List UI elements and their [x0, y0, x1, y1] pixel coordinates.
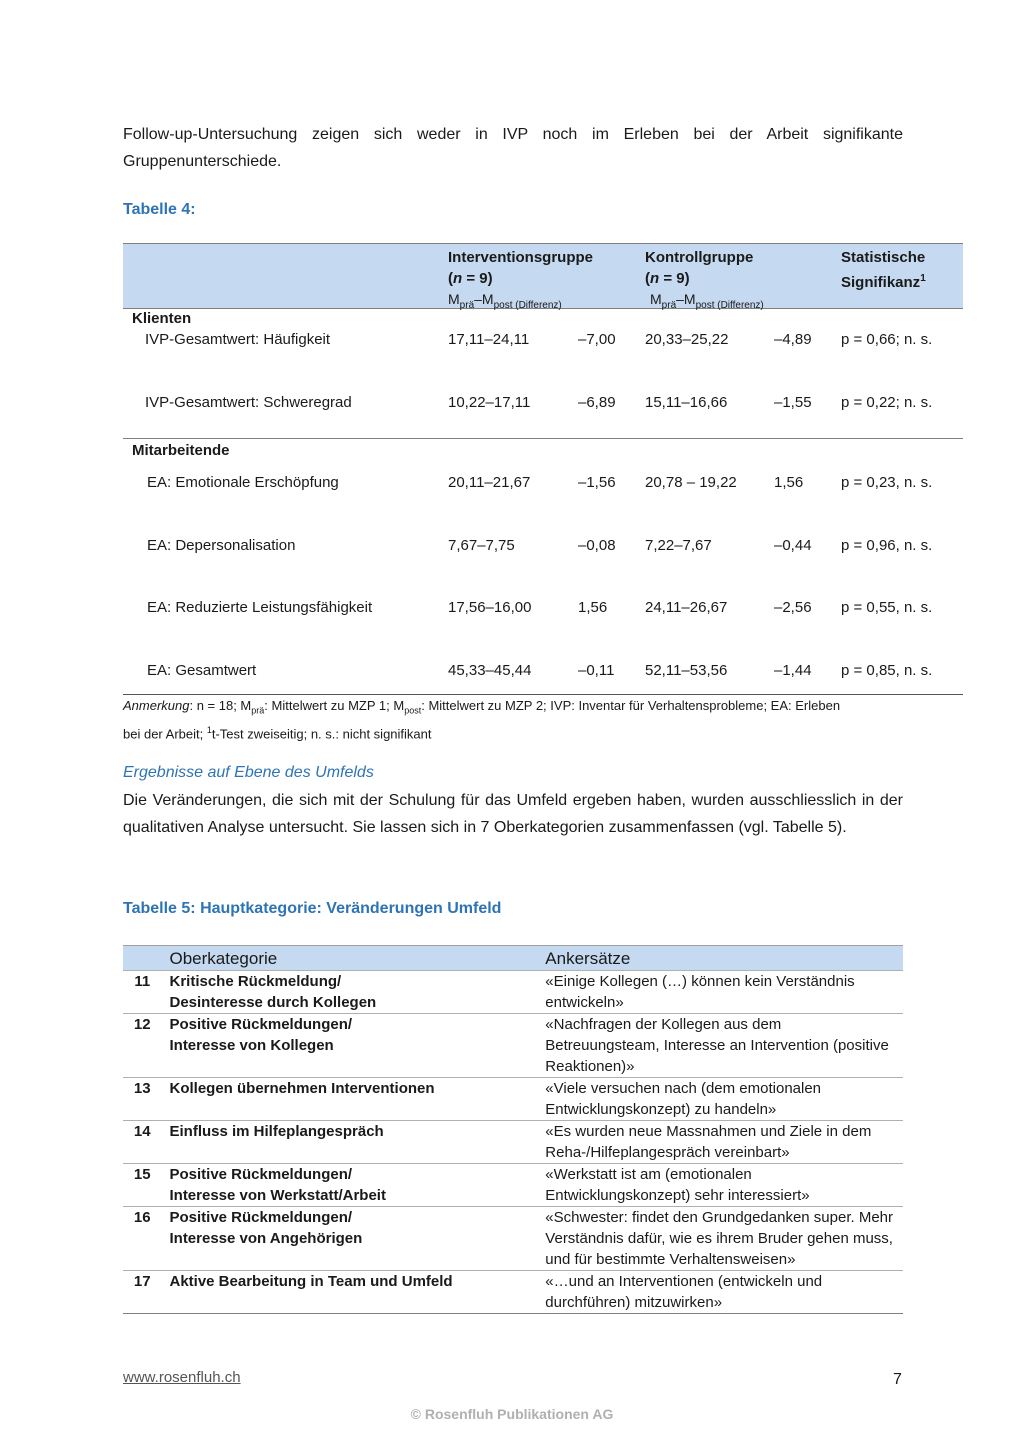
table-row: 15 Positive Rückmeldungen/ Interesse von Werkstatt/Arbeit «Werkstatt ist am (emotionalen Entwicklungskonzept) sehr interessiert» — [123, 1164, 903, 1207]
table-row: 11 Kritische Rückmeldung/ Desinteresse durch Kollegen «Einige Kollegen (…) können kein Verständnis entwickeln» — [123, 971, 903, 1014]
table4-bottom-rule — [123, 694, 963, 695]
section-klienten: Klienten — [132, 310, 192, 327]
header-kontrollgruppe: Kontrollgruppe (n = 9) $M_{prä}-M_{post (Differenz)}$ — [645, 247, 764, 316]
table4-title: Tabelle 4: — [123, 201, 196, 218]
table-row: EA: Reduzierte Leistungsfähigkeit 17,56–16,00 1,56 24,11–26,67 –2,56 p = 0,55, n. s. — [147, 599, 933, 616]
table-row: EA: Depersonalisation 7,67–7,75 –0,08 7,22–7,67 –0,44 p = 0,96, n. s. — [147, 537, 933, 554]
table4-separator — [123, 438, 963, 439]
table-row: 16 Positive Rückmeldungen/ Interesse von Angehörigen «Schwester: findet den Grundgedanken super. Mehr Verständnis dafür, wie es ihrem Bruder gehen muss, und für bestimmte Verhaltensweisen» — [123, 1207, 903, 1271]
table5-title: Tabelle 5: Hauptkategorie: Veränderungen Umfeld — [123, 900, 502, 917]
table-row: IVP-Gesamtwert: Schweregrad 10,22–17,11 –6,89 15,11–16,66 –1,55 p = 0,22; n. s. — [145, 394, 933, 411]
header-kontroll-mean-label: $M_{prä}-M_{post (Differenz)}$ — [650, 291, 764, 311]
table4-note: Anmerkung: n = 18; $M_{prä}$: Mittelwert zu MZP 1; $M_{post}$: Mittelwert zu MZP 2; IVP: Inventar für Verhaltensprobleme; EA: Erleben bei der Arbeit; $^1$t-Test zweiseitig; n. s.: nicht signifikant — [123, 698, 841, 741]
col-ankersaetze: Ankersätze — [537, 946, 903, 971]
table-row: 14 Einfluss im Hilfeplangespräch «Es wurden neue Massnahmen und Ziele in dem Reha-/Hilfeplangespräch vereinbart» — [123, 1121, 903, 1164]
table-row: 12 Positive Rückmeldungen/ Interesse von Kollegen «Nachfragen der Kollegen aus dem Betreuungsteam, Interesse an Intervention (positive Reaktionen)» — [123, 1014, 903, 1078]
col-oberkategorie: Oberkategorie — [161, 946, 537, 971]
table-row: 13 Kollegen übernehmen Interventionen «Viele versuchen nach (dem emotionalen Entwicklungskonzept) zu handeln» — [123, 1078, 903, 1121]
header-interv-mean-label: $M_{prä}-M_{post (Differenz)}$ — [448, 291, 562, 311]
copyright-notice: © Rosenfluh Publikationen AG — [410, 1406, 614, 1422]
section-paragraph: Die Veränderungen, die sich mit der Schulung für das Umfeld ergeben haben, wurden ausschliesslich in der qualitativen Analyse untersucht. Sie lassen sich in 7 Oberkategorien zusammenfassen (vgl. Tabelle 5). — [123, 792, 903, 836]
section-mitarbeitende: Mitarbeitende — [132, 442, 230, 459]
section-heading: Ergebnisse auf Ebene des Umfelds — [123, 764, 374, 781]
table-row: EA: Emotionale Erschöpfung 20,11–21,67 –1,56 20,78 – 19,22 1,56 p = 0,23, n. s. — [147, 474, 933, 491]
table5-header-row — [123, 946, 903, 971]
table-row: IVP-Gesamtwert: Häufigkeit 17,11–24,11 –7,00 20,33–25,22 –4,89 p = 0,66; n. s. — [145, 331, 933, 348]
table-row: EA: Gesamtwert 45,33–45,44 –0,11 52,11–53,56 –1,44 p = 0,85, n. s. — [147, 662, 933, 679]
header-signifikanz: Statistische Signifikanz$^1$ — [841, 249, 926, 291]
table5 — [123, 945, 903, 1314]
table4-header — [123, 243, 963, 309]
table4 — [123, 243, 963, 695]
header-interventionsgruppe: Interventionsgruppe (n = 9) $M_{prä}-M_{post (Differenz)}$ — [448, 247, 593, 316]
footer-website-link[interactable]: www.rosenfluh.ch — [123, 1369, 241, 1386]
table-row: 17 Aktive Bearbeitung in Team und Umfeld «…und an Interventionen (entwickeln und durchführen) mitzuwirken» — [123, 1271, 903, 1314]
intro-paragraph: Follow-up-Untersuchung zeigen sich weder in IVP noch im Erleben bei der Arbeit signifikante Gruppenunterschiede. — [123, 126, 903, 170]
page-number: 7 — [893, 1371, 902, 1388]
